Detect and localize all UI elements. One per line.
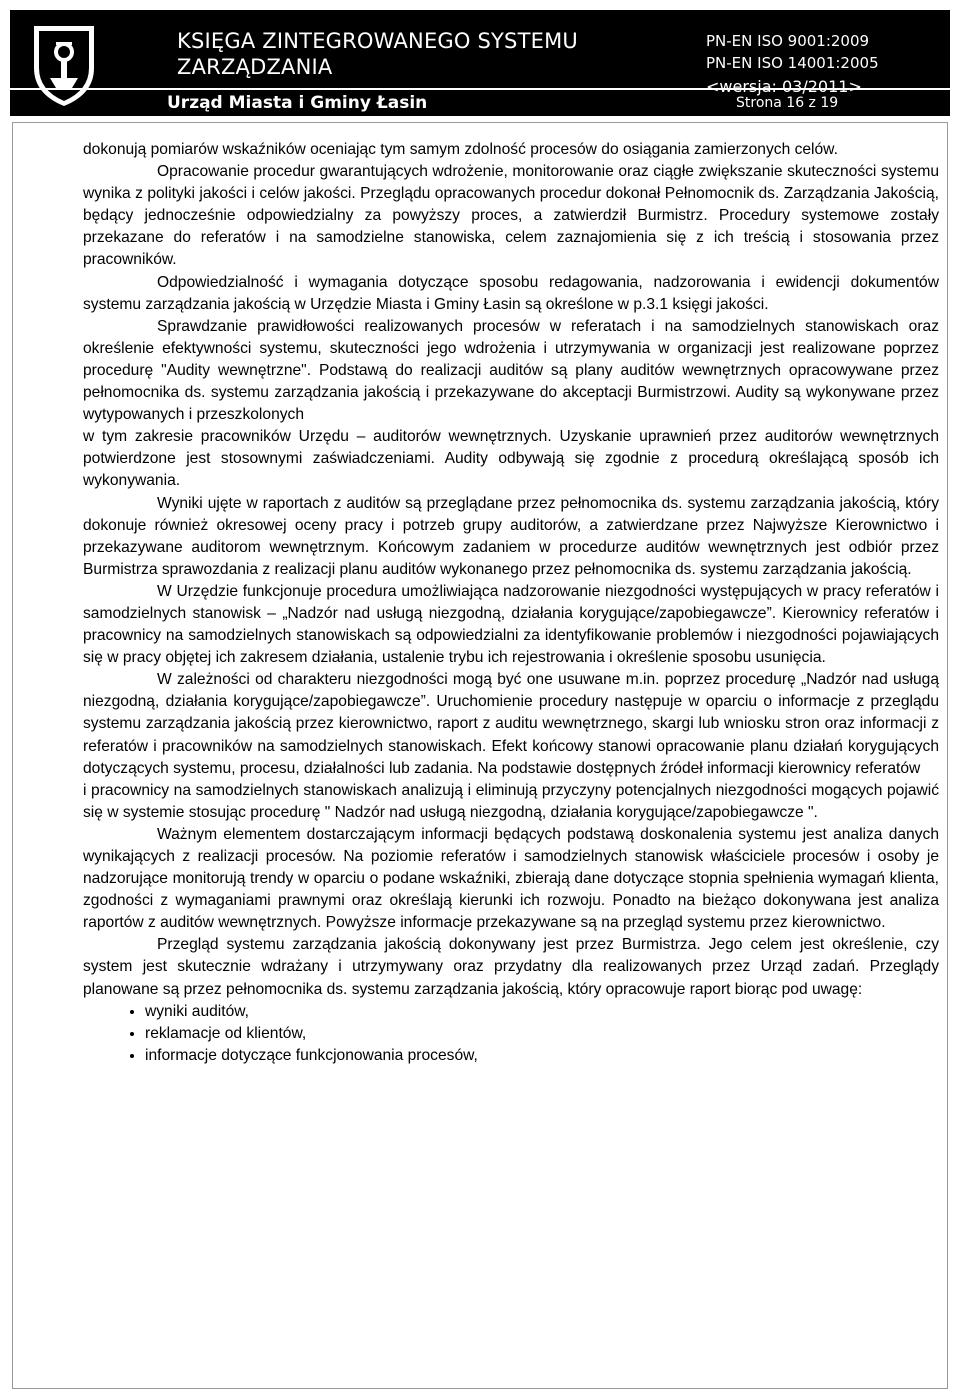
document-body <box>83 139 939 1067</box>
list-item: • reklamacje od klientów, <box>145 1023 939 1045</box>
book-title-line2: ZARZĄDZANIA <box>177 55 333 79</box>
list-item: • wyniki auditów, <box>145 1001 939 1023</box>
paragraph: W Urzędzie funkcjonuje procedura umożliwiająca nadzorowanie niezgodności występujących w pracy referatów i samodzielnych stanowisk – „Nadzór nad usługą niezgodną, działania korygujące/zapobiegawcze”. Kierownicy referatów i pracownicy na samodzielnych stanowiskach są odpowiedzialni za identyfikowanie problemów i niezgodności pojawiających się w pracy objętej ich zakresem działania, ustalenie trybu ich rejestrowania i określenie sposobu usunięcia. <box>83 582 939 667</box>
paragraph: Przegląd systemu zarządzania jakością dokonywany jest przez Burmistrza. Jego celem jest określenie, czy system jest skutecznie wdrażany i utrzymywany oraz przydatny dla realizowanych przez Urząd zadań. Przeglądy planowane są przez pełnomocnika ds. systemu zarządzania jakością, który opracowuje raport biorąc pod uwagę: <box>83 936 939 998</box>
paragraph: W zależności od charakteru niezgodności mogą być one usuwane m.in. poprzez procedurę „Nadzór nad usługą niezgodną, działania korygujące/zapobiegawcze”. Uruchomienie procedury następuje w oparciu o informacje z przeglądu systemu zarządzania jakością przez kierownictwo, raport z auditu wewnętrznego, skargi lub wniosku stron oraz informacji z referatów i pracowników na samodzielnych stanowiskach. Efekt końcowy stanowi opracowanie planu działań korygujących dotyczących systemu, procesu, działalności lub zadania. Na podstawie dostępnych źródeł informacji kierownicy referatów <box>83 671 939 777</box>
office-name: Urząd Miasta i Gminy Łasin <box>167 93 428 113</box>
list-item: • informacje dotyczące funkcjonowania procesów, <box>145 1045 939 1067</box>
document-header <box>10 10 950 116</box>
standard-9001: PN-EN ISO 9001:2009 <box>706 32 870 50</box>
version-label: <wersja: 03/2011> <box>706 77 862 96</box>
paragraph: Sprawdzanie prawidłowości realizowanych procesów w referatach i na samodzielnych stanowiskach oraz określenie efektywności systemu, skuteczności jego wdrożenia i utrzymywania w organizacji jest realizowane poprzez procedurę "Audity wewnętrzne". Podstawą do realizacji auditów są plany auditów wewnętrznych opracowywane przez pełnomocnika ds. systemu zarządzania jakością i przekazywane do akceptacji Burmistrzowi. Audity są wykonywane przez wytypowanych i przeszkolonych <box>83 317 939 424</box>
book-title-line1: KSIĘGA ZINTEGROWANEGO SYSTEMU <box>177 29 578 53</box>
header-bottom-row <box>10 88 950 118</box>
paragraph: Ważnym elementem dostarczającym informacji będących podstawą doskonalenia systemu jest analiza danych wynikających z realizacji procesów. Na poziomie referatów i samodzielnych stanowisk właściciele procesów i osoby je nadzorujące monitorują trendy w oparciu o podane wskaźniki, zbierają dane dotyczące stopnia spełnienia wymagań klienta, zgodności z wymaganiami prawnymi oraz określają kierunki ich rozwoju. Ponadto na bieżąco dokonywana jest analiza raportów z auditów wewnętrznych. Powyższe informacje przekazywane są na przegląd systemu przez kierownictwo. <box>83 825 939 932</box>
standard-14001: PN-EN ISO 14001:2005 <box>706 54 879 72</box>
paragraph: dokonują pomiarów wskaźników oceniając tym samym zdolność procesów do osiągania zamierzonych celów. <box>83 141 838 158</box>
book-title <box>177 28 647 80</box>
paragraph: w tym zakresie pracowników Urzędu – auditorów wewnętrznych. Uzyskanie uprawnień przez auditorów wewnętrznych potwierdzone jest stosownymi zaświadczeniami. Audity odbywają się zgodnie z procedurą określającą sposób ich wykonywania. <box>83 428 939 490</box>
bullet-list <box>83 1001 939 1067</box>
paragraph: i pracownicy na samodzielnych stanowiskach analizują i eliminują przyczyny potencjalnych niezgodności mogących pojawić się w systemie stosując procedurę " Nadzór nad usługą niezgodną, działania korygujące/zapobiegawcze ". <box>83 781 939 821</box>
page-number: Strona 16 z 19 <box>736 95 839 111</box>
paragraph: Wyniki ujęte w raportach z auditów są przeglądane przez pełnomocnika ds. systemu zarządzania jakością, który dokonuje również okresowej oceny pracy i potrzeb grupy auditorów, a zatwierdzane przez Najwyższe Kierownictwo i przekazywane auditorom wewnętrznym. Końcowym zadaniem w procedurze auditów wewnętrznych jest odbiór przez Burmistrza sprawozdania z realizacji planu auditów wykonanego przez pełnomocnika ds. systemu zarządzania jakością. <box>83 494 939 578</box>
paragraph: Opracowanie procedur gwarantujących wdrożenie, monitorowanie oraz ciągłe zwiększanie skuteczności systemu wynika z polityki jakości i celów jakości. Przeglądu opracowanych procedur dokonał Pełnomocnik ds. Zarządzania Jakością, będący jednocześnie odpowiedzialny za powyższy proces, a zatwierdził Burmistrz. Procedury systemowe zostały przekazane do referatów i na samodzielne stanowiska, celem zaznajomienia się z ich treścią i stosowania przez pracowników. <box>83 163 939 269</box>
paragraph: Odpowiedzialność i wymagania dotyczące sposobu redagowania, nadzorowania i ewidencji dokumentów systemu zarządzania jakością w Urzędzie Miasta i Gminy Łasin są określone w p.3.1 księgi jakości. <box>83 273 939 313</box>
